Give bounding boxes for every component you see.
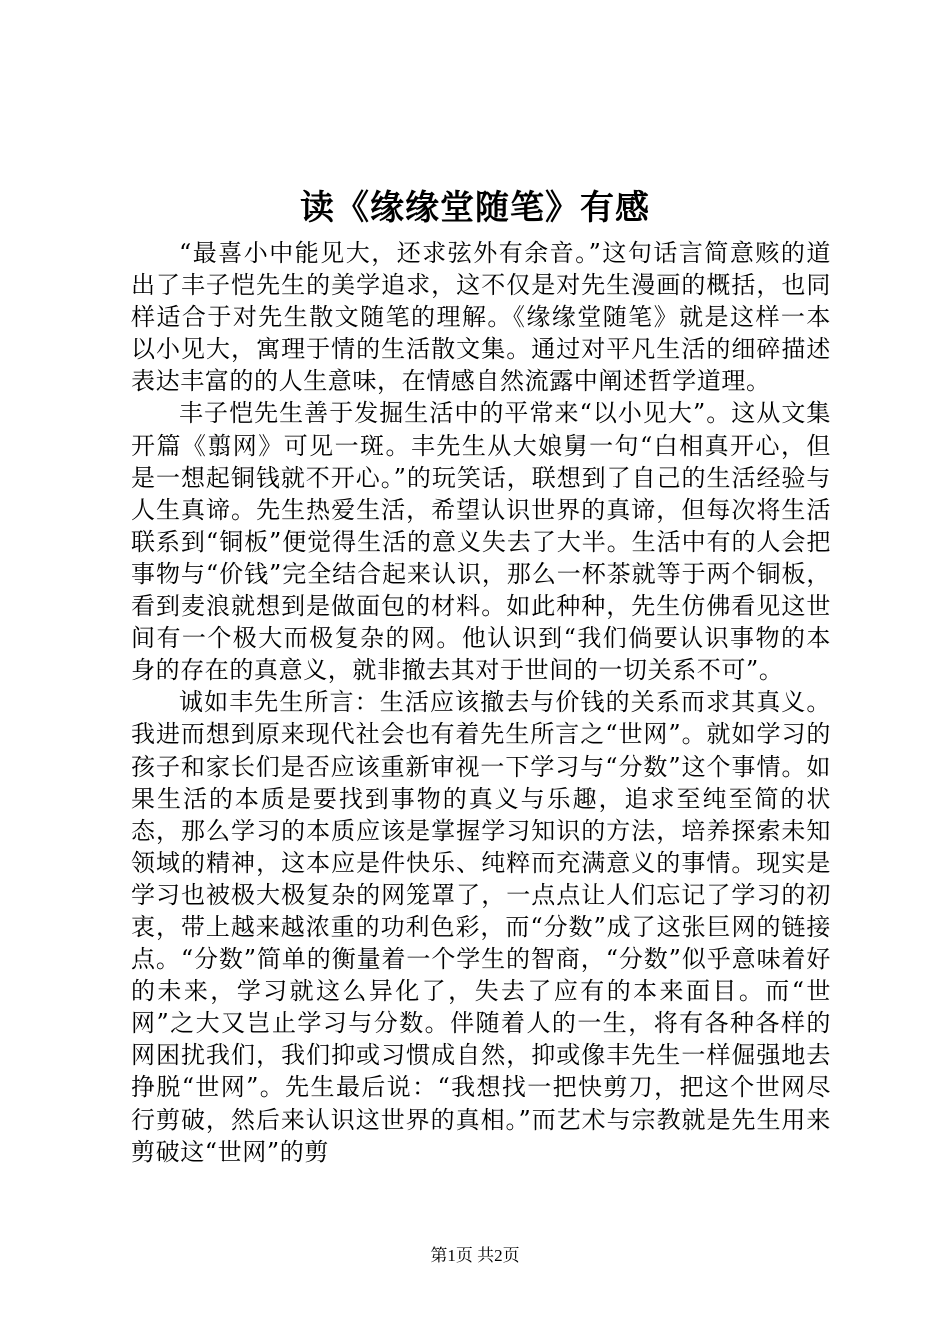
page-number-footer: 第1页 共2页 [430,1246,520,1265]
document-title: 读《缘缘堂随笔》有感 [300,188,650,228]
paragraph-1: “最喜小中能见大，还求弦外有余音。”这句话言简意赅的道出了丰子恺先生的美学追求，这不仅是对先生漫画的概括，也同样适合于对先生散文随笔的理解。《缘缘堂随笔》就是这样一本以小见大，寓理于情的生活散文集。通过对平凡生活的细碎描述表达丰富的的人生意味，在情感自然流露中阐述哲学道理。 [131,239,831,396]
paragraph-3: 诚如丰先生所言：生活应该撤去与价钱的关系而求其真义。我进而想到原来现代社会也有着先生所言之“世网”。就如学习的孩子和家长们是否应该重新审视一下学习与“分数”这个事情。如果生活的本质是要找到事物的真义与乐趣，追求至纯至简的状态，那么学习的本质应该是掌握学习知识的方法，培养探索未知领域的精神，这本应是件快乐、纯粹而充满意义的事情。现实是学习也被极大极复杂的网笼罩了，一点点让人们忘记了学习的初衷，带上越来越浓重的功利色彩，而“分数”成了这张巨网的链接点。“分数”简单的衡量着一个学生的智商，“分数”似乎意味着好的未来，学习就这么异化了，失去了应有的本来面目。而“世网”之大又岂止学习与分数。伴随着人的一生，将有各种各样的网困扰我们，我们抑或习惯成自然，抑或像丰先生一样倔强地去挣脱“世网”。先生最后说：“我想找一把快剪刀，把这个世网尽行剪破，然后来认识这世界的真相。”而艺术与宗教就是先生用来剪破这“世网”的剪 [131,688,831,1166]
paragraph-2: 丰子恺先生善于发掘生活中的平常来“以小见大”。这从文集开篇《翦网》可见一斑。丰先生从大娘舅一句“白相真开心，但是一想起铜钱就不开心。”的玩笑话，联想到了自己的生活经验与人生真谛。先生热爱生活，希望认识世界的真谛，但每次将生活联系到“铜板”便觉得生活的意义失去了大半。生活中有的人会把事物与“价钱”完全结合起来认识，那么一杯茶就等于两个铜板，看到麦浪就想到是做面包的材料。如此种种，先生仿佛看见这世间有一个极大而极复杂的网。他认识到“我们倘要认识事物的本身的存在的真意义，就非撤去其对于世间的一切关系不可”。 [131,399,831,685]
document-body [131,237,831,1168]
